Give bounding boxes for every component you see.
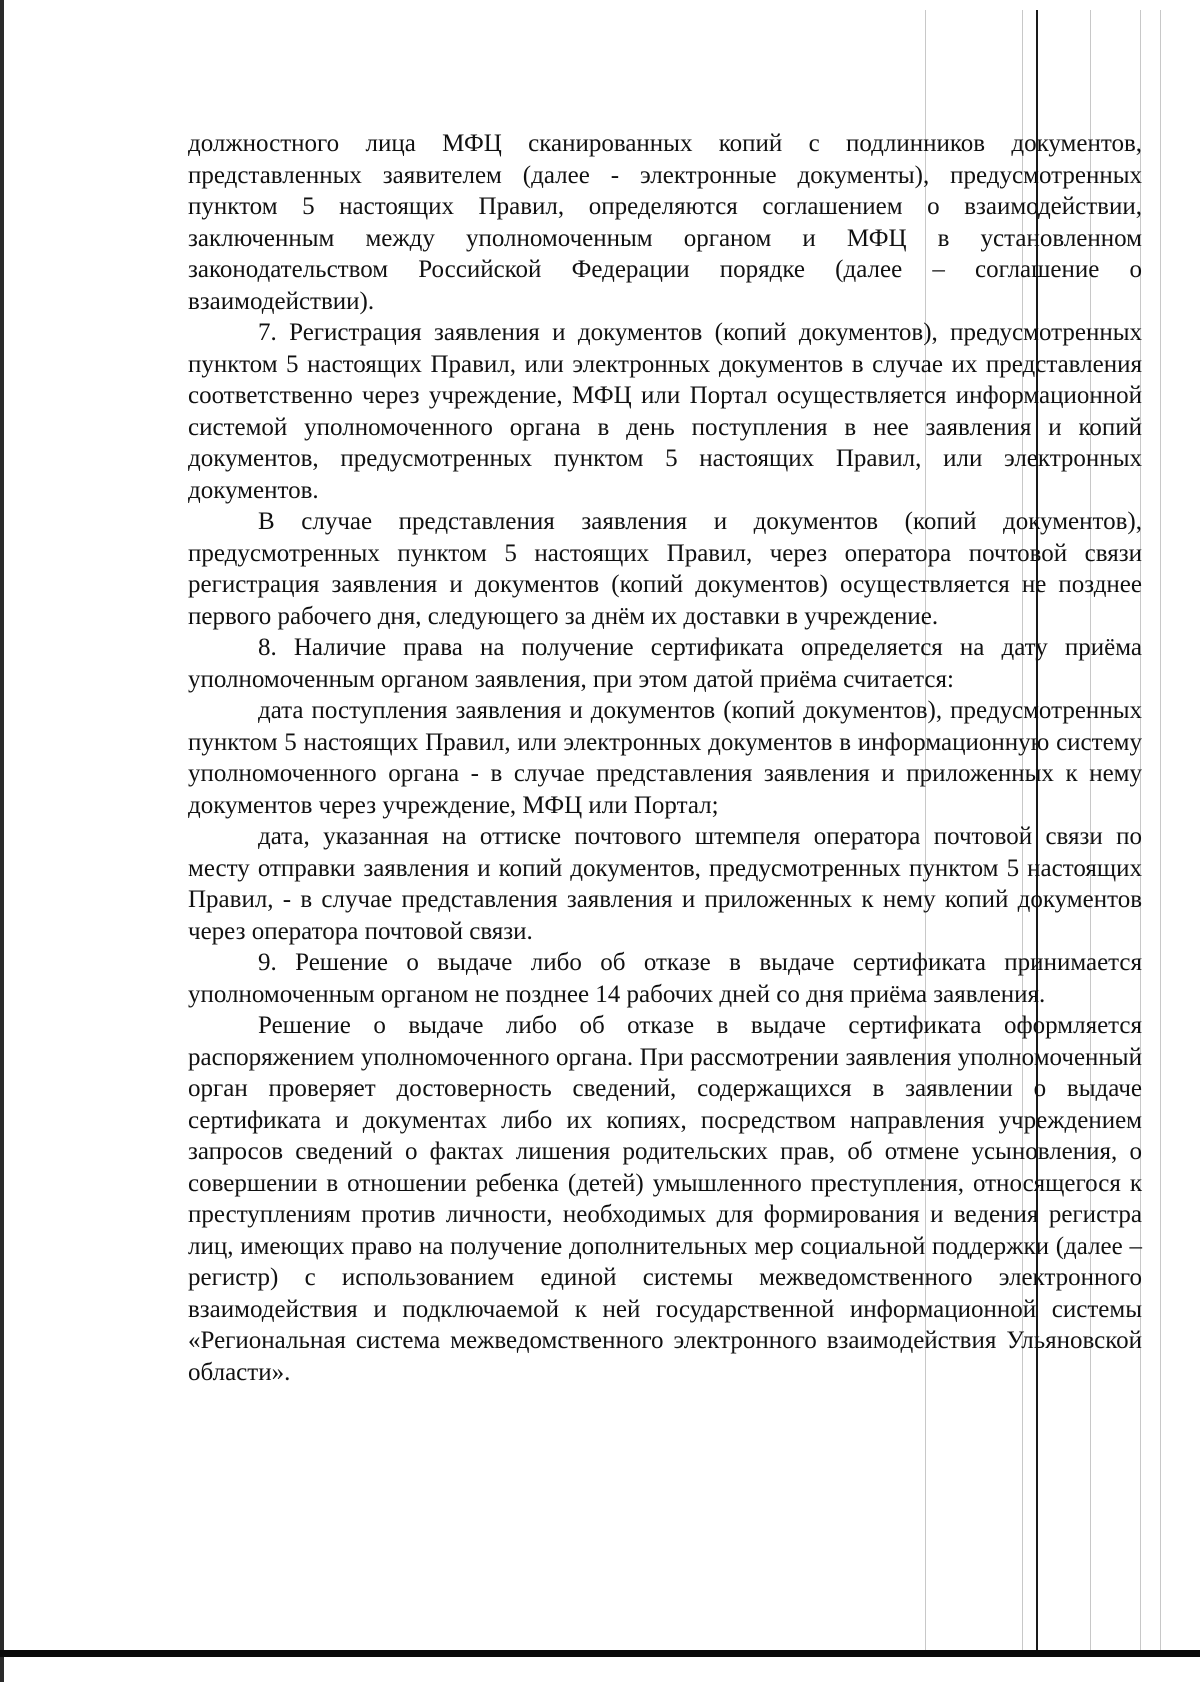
paragraph-decision: Решение о выдаче либо об отказе в выдаче сертификата оформляется распоряжением уполномоченного органа. При рассмотрении заявления уполномоченный орган проверяет достоверность сведений, содержащихся в заявлении о выдаче сертификата и документах либо их копиях, посредством направления учреждением запросов сведений о фактах лишения родительских прав, об отмене усыновления, о совершении в отношении ребенка (детей) умышленного преступления, относящегося к преступлениям против личности, необходимых для формирования и ведения регистра лиц, имеющих право на получение дополнительных мер социальной поддержки (далее – регистр) с использованием единой системы межведомственного электронного взаимодействия и подключаемой к ней государственной информационной системы «Региональная система межведомственного электронного взаимодействия Ульяновской области». (188, 1012, 1142, 1386)
paragraph-item-7: 7. Регистрация заявления и документов (копий документов), предусмотренных пунктом 5 настоящих Правил, или электронных документов в случае их представления соответственно через учреждение, МФЦ или Портал осуществляется информационной системой уполномоченного органа в день поступления в нее заявления и копий документов, предусмотренных пунктом 5 настоящих Правил, или электронных документов. (188, 319, 1142, 504)
paragraph-receipt-date-postal: дата, указанная на оттиске почтового штемпеля оператора почтовой связи по месту отправки заявления и копий документов, предусмотренных пунктом 5 настоящих Правил, - в случае представления заявления и приложенных к нему копий документов через оператора почтовой связи. (188, 823, 1142, 945)
scan-left-edge (0, 0, 4, 1682)
paragraph-postal-registration: В случае представления заявления и документов (копий документов), предусмотренных пунктом 5 настоящих Правил, через оператора почтовой связи регистрация заявления и документов (копий документов) осуществляется не позднее первого рабочего дня, следующего за днём их доставки в учреждение. (188, 508, 1142, 630)
document-body (188, 128, 1142, 1388)
paragraph-receipt-date-electronic: дата поступления заявления и документов (копий документов), предусмотренных пунктом 5 настоящих Правил, или электронных документов в информационную систему уполномоченного органа - в случае представления заявления и приложенных к нему документов через учреждение, МФЦ или Портал; (188, 697, 1142, 819)
paragraph-item-8: 8. Наличие права на получение сертификата определяется на дату приёма уполномоченным органом заявления, при этом датой приёма считается: (188, 634, 1142, 693)
paragraph-item-9: 9. Решение о выдаче либо об отказе в выдаче сертификата принимается уполномоченным органом не позднее 14 рабочих дней со дня приёма заявления. (188, 949, 1142, 1008)
scan-artifact-line-faint (1160, 10, 1161, 1650)
scan-bottom-border (0, 1650, 1200, 1657)
paragraph-continuation: должностного лица МФЦ сканированных копий с подлинников документов, представленных заявителем (далее - электронные документы), предусмотренных пунктом 5 настоящих Правил, определяются соглашением о взаимодействии, заключенным между уполномоченным органом и МФЦ в установленном законодательством Российской Федерации порядке (далее – соглашение о взаимодействии). (188, 130, 1142, 315)
